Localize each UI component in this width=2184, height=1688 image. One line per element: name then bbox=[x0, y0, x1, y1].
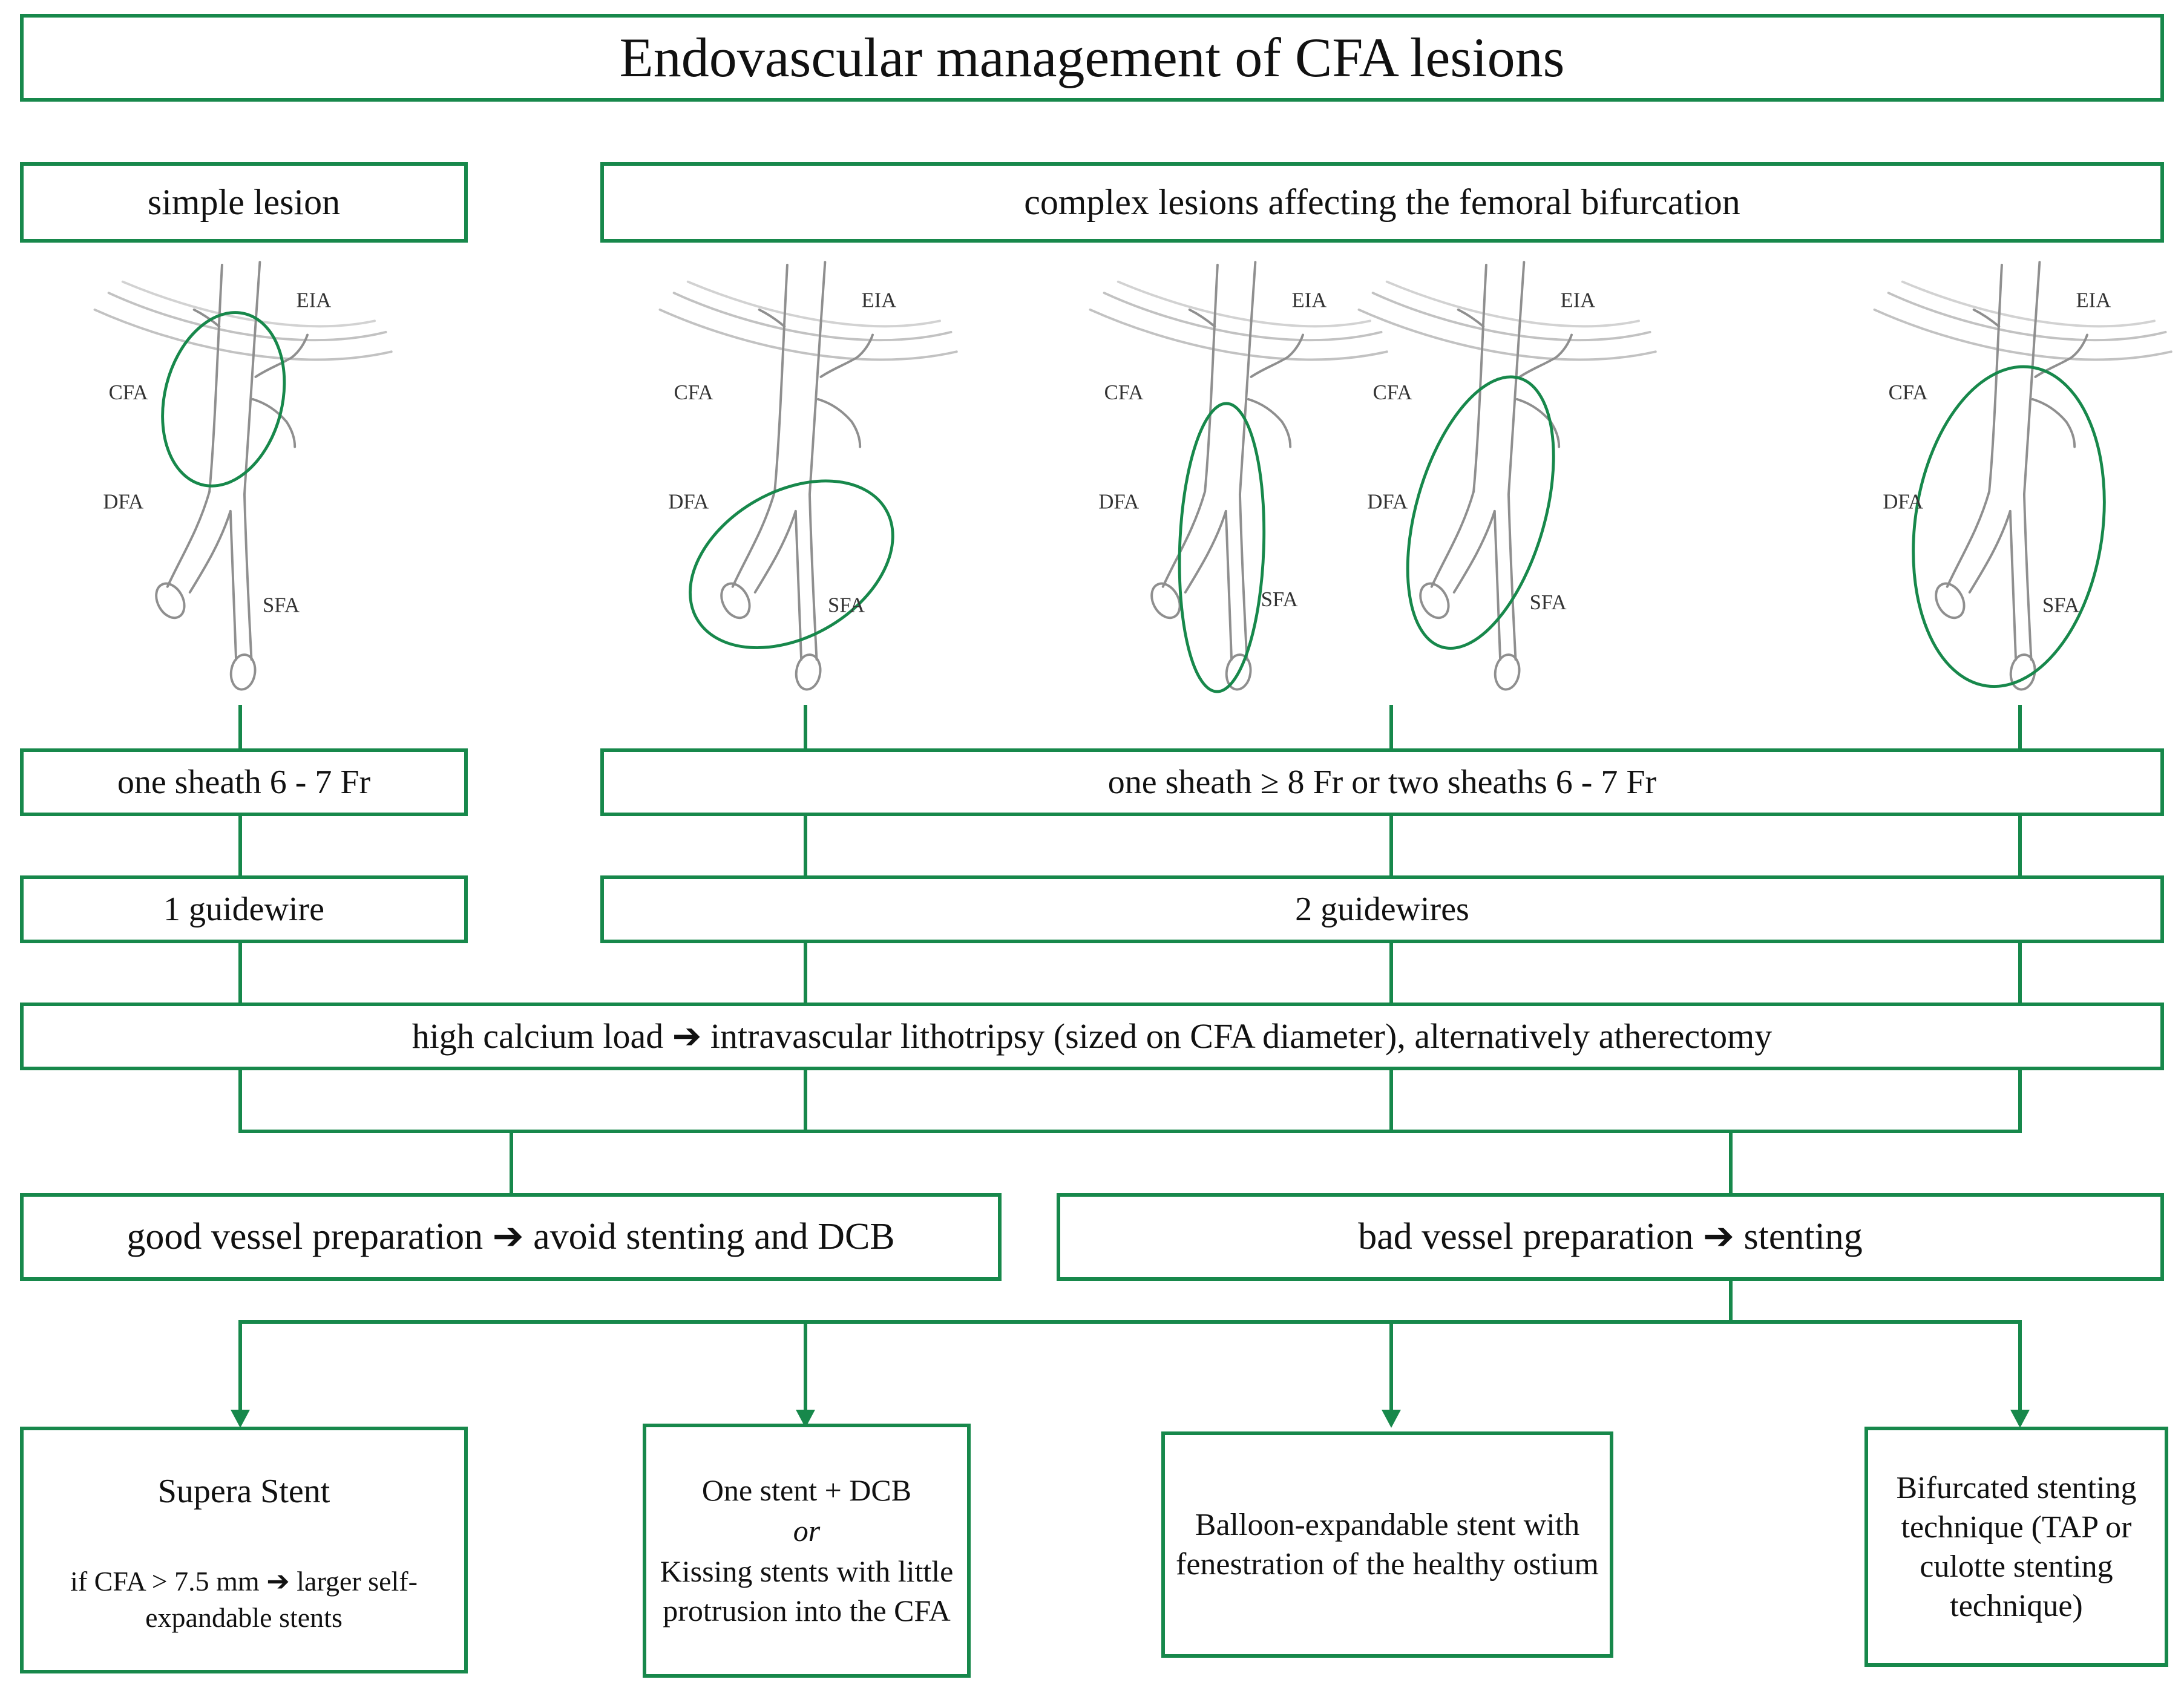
dfa-label: DFA bbox=[668, 489, 709, 514]
connector-line bbox=[804, 1070, 807, 1133]
connector-line bbox=[1389, 943, 1393, 1003]
connector-line bbox=[2018, 816, 2022, 875]
connector-line bbox=[2018, 705, 2022, 752]
connector-line bbox=[1389, 705, 1393, 752]
supera-content bbox=[34, 1433, 453, 1667]
dfa-label: DFA bbox=[1098, 489, 1140, 514]
guidewire-box-simple: 1 guidewire bbox=[20, 875, 468, 943]
connector-line bbox=[1389, 1324, 1393, 1411]
sfa-label: SFA bbox=[828, 593, 865, 617]
lesion-ellipse bbox=[1380, 361, 1581, 665]
complex-lesions-box: complex lesions affecting the femoral bifurcation bbox=[600, 162, 2164, 243]
connector-line bbox=[804, 1324, 807, 1411]
cfa-label: CFA bbox=[1372, 380, 1412, 404]
dfa-label: DFA bbox=[103, 489, 144, 514]
lesion-ellipse bbox=[1894, 354, 2124, 699]
connector-line bbox=[238, 943, 242, 1003]
good-prep-box: good vessel preparation ➔ avoid stenting and DCB bbox=[20, 1193, 1002, 1281]
title-box bbox=[20, 14, 2164, 102]
dfa-label: DFA bbox=[1367, 489, 1408, 514]
connector-line bbox=[804, 943, 807, 1003]
cfa-label: CFA bbox=[1104, 380, 1144, 404]
supera-title: Supera Stent bbox=[157, 1473, 330, 1510]
connector-line bbox=[1389, 816, 1393, 875]
anatomy-figure-complex-1 bbox=[648, 257, 963, 704]
cfa-label: CFA bbox=[108, 380, 148, 404]
distribution-line bbox=[238, 1320, 2022, 1324]
outcome-box-bifurcated: Bifurcated stenting technique (TAP or culotte stenting technique) bbox=[1864, 1427, 2168, 1667]
connector-line bbox=[238, 1324, 242, 1411]
connector-line bbox=[804, 816, 807, 875]
down-arrow bbox=[231, 1410, 250, 1428]
eia-label: EIA bbox=[861, 288, 897, 312]
outcome-box-supera bbox=[20, 1427, 468, 1673]
bad-prep-box: bad vessel preparation ➔ stenting bbox=[1057, 1193, 2164, 1281]
cfa-label: CFA bbox=[674, 380, 713, 404]
supera-note: if CFA > 7.5 mm ➔ larger self-expandable stents bbox=[70, 1566, 418, 1633]
one-stent-or: or bbox=[793, 1514, 821, 1548]
one-stent-top: One stent + DCB bbox=[701, 1473, 912, 1507]
guidewire-box-complex: 2 guidewires bbox=[600, 875, 2164, 943]
connector-line bbox=[1389, 1070, 1393, 1133]
sheath-box-complex: one sheath ≥ 8 Fr or two sheaths 6 - 7 Fr bbox=[600, 748, 2164, 816]
eia-label: EIA bbox=[1560, 288, 1596, 312]
sfa-label: SFA bbox=[1529, 590, 1567, 614]
down-arrow bbox=[2010, 1410, 2030, 1428]
anatomy-figure-complex-2 bbox=[1078, 257, 1393, 704]
sfa-label: SFA bbox=[263, 593, 300, 617]
dfa-label: DFA bbox=[1883, 489, 1924, 514]
anatomy-figure-simple-lesion bbox=[83, 257, 398, 704]
one-stent-bottom: Kissing stents with little protrusion into the CFA bbox=[660, 1554, 954, 1627]
connector-line bbox=[238, 705, 242, 752]
calcium-box: high calcium load ➔ intravascular lithotripsy (sized on CFA diameter), alternatively atherectomy bbox=[20, 1003, 2164, 1070]
sfa-label: SFA bbox=[1261, 587, 1298, 612]
sfa-label: SFA bbox=[2042, 593, 2080, 617]
page-title: Endovascular management of CFA lesions bbox=[619, 27, 1565, 88]
lesion-ellipse bbox=[661, 447, 923, 682]
connector-line bbox=[2018, 943, 2022, 1003]
connector-line bbox=[804, 705, 807, 752]
simple-lesion-box: simple lesion bbox=[20, 162, 468, 243]
eia-label: EIA bbox=[1291, 288, 1327, 312]
anatomy-figure-complex-4 bbox=[1863, 257, 2177, 704]
connector-line bbox=[2018, 1070, 2022, 1133]
outcome-box-one-stent bbox=[643, 1424, 971, 1678]
connector-line bbox=[238, 816, 242, 875]
anatomy-figure-complex-3 bbox=[1347, 257, 1662, 704]
connector-line bbox=[2018, 1324, 2022, 1411]
lesion-ellipse bbox=[1175, 402, 1268, 693]
branch-line bbox=[1729, 1281, 1733, 1324]
branch-line-good bbox=[510, 1133, 513, 1193]
merge-line bbox=[238, 1130, 2022, 1133]
eia-label: EIA bbox=[296, 288, 332, 312]
connector-line bbox=[238, 1070, 242, 1133]
outcome-box-balloon: Balloon-expandable stent with fenestration of the healthy ostium bbox=[1161, 1431, 1613, 1658]
cfa-label: CFA bbox=[1888, 380, 1928, 404]
down-arrow bbox=[1382, 1410, 1401, 1428]
one-stent-content bbox=[657, 1471, 956, 1631]
eia-label: EIA bbox=[2076, 288, 2111, 312]
branch-line-bad bbox=[1729, 1133, 1733, 1193]
sheath-box-simple: one sheath 6 - 7 Fr bbox=[20, 748, 468, 816]
